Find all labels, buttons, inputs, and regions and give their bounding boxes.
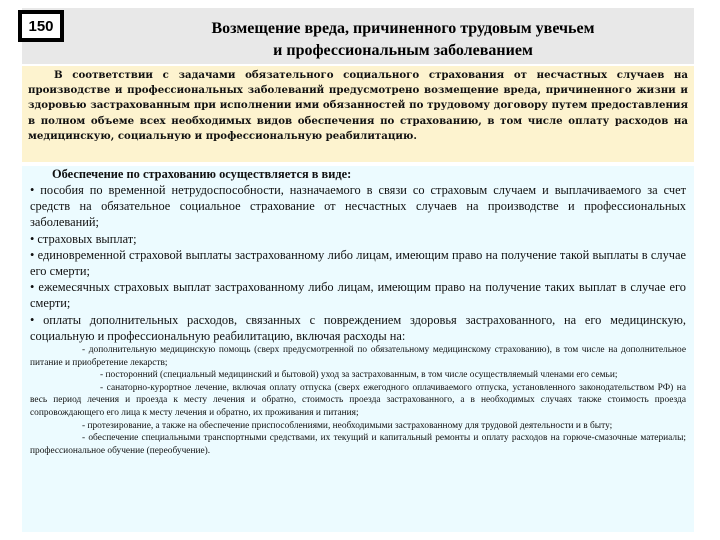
expense-subitem: - посторонний (специальный медицинский и бытовой) уход за застрахованным, в том числе осуществляемый членами его семьи; — [100, 370, 618, 381]
provision-heading: Обеспечение по страхованию осуществляется в виде: — [52, 167, 352, 181]
expense-subitem: - дополнительную медицинскую помощь (сверх предусмотренной по обязательному медицинскому страхованию), в том числе на дополнительное питание и приобретение лекарств; — [30, 345, 686, 368]
intro-box — [22, 66, 694, 162]
expense-subitem: - протезирование, а также на обеспечение приспособлениями, необходимыми застрахованному для трудовой деятельности и в быту; — [82, 420, 613, 431]
slide-number: 150 — [22, 14, 60, 38]
provision-item: • страховых выплат; — [30, 231, 137, 246]
provision-item: • оплаты дополнительных расходов, связанных с повреждением здоровья застрахованного, на его медицинскую, социальную и профессиональную реабилитацию, включая расходы на: — [30, 312, 686, 343]
provision-item: • ежемесячных страховых выплат застрахованному либо лицам, имеющим право на получение таких выплат в случае его смерти; — [30, 280, 686, 311]
provision-item: • единовременной страховой выплаты застрахованному либо лицам, имеющим право на получение такой выплаты в случае его смерти; — [30, 247, 686, 279]
slide-title — [112, 18, 694, 62]
expense-subitem: - санаторно-курортное лечение, включая оплату отпуска (сверх ежегодного оплачиваемого отпуска, установленного законодательством РФ) на весь период лечения и проезда к месту лечения и обратно, стоимость проезда застрахованного, а в необходимых случаях также стоимость проезда сопровождающего его лица к месту лечения и обратно, их проживания и питания; — [30, 382, 686, 418]
title-bar — [22, 8, 694, 64]
provision-item: • пособия по временной нетрудоспособности, назначаемого в связи со страховым случаем и выплачиваемого за счет средств на обязательное социальное страхование от несчастных случаев на производстве и профессиональных заболеваний; — [30, 183, 686, 230]
intro-text: В соответствии с задачами обязательного социального страхования от несчастных случаев на производстве и профессиональных заболеваний предусмотрено возмещение вреда, причиненного жизни и здоровью застрахованным при исполнении ими обязанностей по трудовому договору путем предоставления в полном объеме всех необходимых видов обеспечения по страхованию, в том числе оплату расходов на медицинскую, социальную и профессиональную реабилитацию. — [28, 69, 688, 142]
slide-number-box — [18, 10, 64, 42]
title-line-2: и профессиональным заболеванием — [273, 42, 533, 59]
provision-box — [22, 166, 694, 532]
expense-subitem: - обеспечение специальными транспортными средствами, их текущий и капитальный ремонты и оплату расходов на горюче-смазочные материалы; профессиональное обучение (переобучение). — [30, 433, 686, 456]
title-line-1: Возмещение вреда, причиненного трудовым увечьем — [211, 20, 595, 37]
